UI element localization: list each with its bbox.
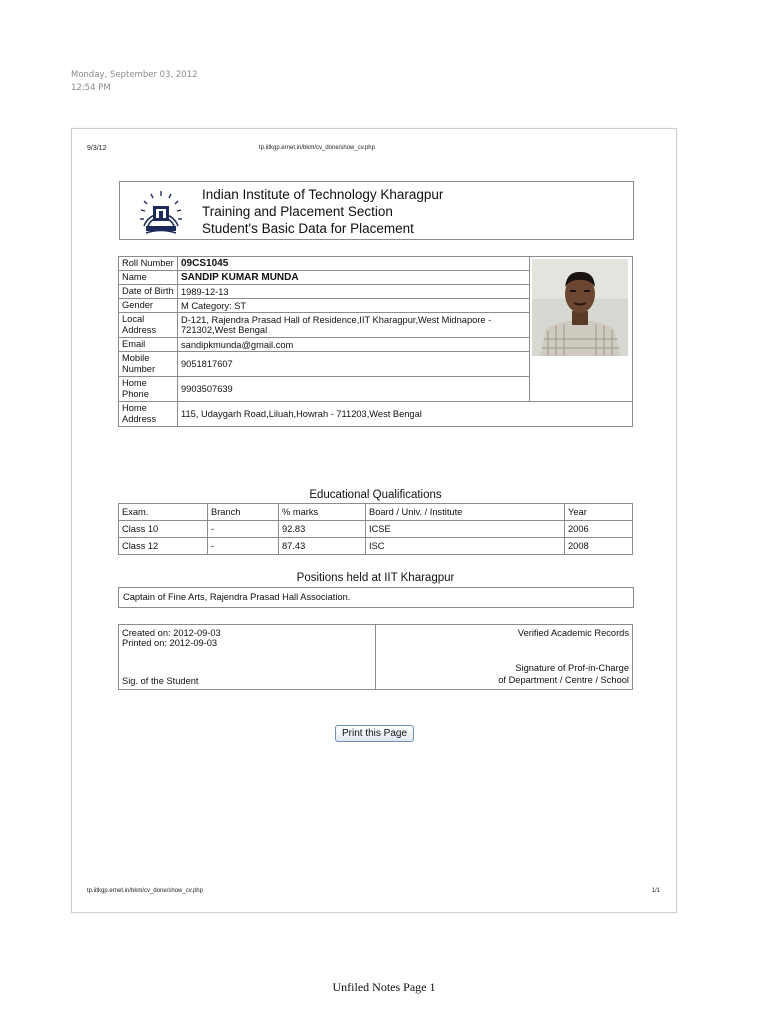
table-row: [119, 257, 633, 271]
cell-exam: Class 12: [119, 538, 208, 555]
dob-value: 1989-12-13: [178, 285, 530, 299]
section-name: Training and Placement Section: [202, 204, 393, 219]
print-page-count: 1/1: [651, 888, 660, 894]
col-marks: % marks: [279, 504, 366, 521]
mobile-label: Mobile Number: [119, 352, 178, 377]
table-row: [119, 538, 633, 555]
institute-header: [119, 181, 634, 240]
prof-signature-line1: Signature of Prof-in-Charge: [515, 663, 629, 673]
onenote-time: 12:54 PM: [71, 83, 111, 93]
cell-year: 2006: [565, 521, 633, 538]
roll-value: 09CS1045: [178, 257, 530, 271]
student-signature-label: Sig. of the Student: [122, 676, 199, 686]
student-info-table: [118, 256, 633, 427]
sig-left-cell: [119, 625, 376, 690]
institute-name: Indian Institute of Technology Kharagpur: [202, 187, 444, 202]
prof-signature-line2: of Department / Centre / School: [498, 675, 629, 685]
student-photo: [532, 259, 628, 356]
home-phone-value: 9903507639: [178, 377, 530, 402]
signature-table: [118, 624, 633, 690]
name-value: SANDIP KUMAR MUNDA: [178, 271, 530, 285]
printed-on: Printed on: 2012-09-03: [122, 638, 218, 648]
name-label: Name: [119, 271, 178, 285]
col-exam: Exam.: [119, 504, 208, 521]
cell-branch: -: [208, 538, 279, 555]
form-title: Student's Basic Data for Placement: [202, 221, 414, 236]
print-page-button[interactable]: Print this Page: [335, 725, 414, 742]
onenote-date: Monday, September 03, 2012: [71, 70, 198, 80]
cell-exam: Class 10: [119, 521, 208, 538]
col-board: Board / Univ. / Institute: [366, 504, 565, 521]
created-on: Created on: 2012-09-03: [122, 628, 221, 638]
iit-logo-icon: [136, 186, 186, 236]
education-table: [118, 503, 633, 555]
local-address-label: Local Address: [119, 313, 178, 338]
sig-right-cell: [376, 625, 633, 690]
print-date: 9/3/12: [87, 145, 107, 152]
gender-value: M Category: ST: [178, 299, 530, 313]
printed-page: [71, 128, 677, 913]
cell-marks: 87.43: [279, 538, 366, 555]
onenote-page-footer: Unfiled Notes Page 1: [332, 980, 436, 994]
cell-board: ICSE: [366, 521, 565, 538]
roll-label: Roll Number: [119, 257, 178, 271]
col-branch: Branch: [208, 504, 279, 521]
cell-year: 2008: [565, 538, 633, 555]
table-row: [119, 521, 633, 538]
onenote-timestamp: [71, 69, 198, 95]
education-title: Educational Qualifications: [309, 489, 442, 501]
verified-records: Verified Academic Records: [517, 628, 629, 638]
photo-cell: [530, 257, 633, 402]
table-row: [119, 625, 633, 690]
table-row: [119, 402, 633, 427]
positions-title: Positions held at IIT Kharagpur: [296, 572, 455, 584]
positions-text: Captain of Fine Arts, Rajendra Prasad Hall Association.: [118, 587, 634, 608]
gender-label: Gender: [119, 299, 178, 313]
mobile-value: 9051817607: [178, 352, 530, 377]
cell-marks: 92.83: [279, 521, 366, 538]
col-year: Year: [565, 504, 633, 521]
email-label: Email: [119, 338, 178, 352]
home-address-label: Home Address: [119, 402, 178, 427]
cell-branch: -: [208, 521, 279, 538]
cell-board: ISC: [366, 538, 565, 555]
local-address-value: D-121, Rajendra Prasad Hall of Residence,IIT Kharagpur,West Midnapore - 721302,West Bengal: [178, 313, 530, 338]
table-header-row: [119, 504, 633, 521]
home-phone-label: Home Phone: [119, 377, 178, 402]
print-url-bottom: tp.iitkgp.ernet.in/bkm/cv_done/show_cv.php: [87, 888, 203, 894]
print-url-top: tp.iitkgp.ernet.in/bkm/cv_done/show_cv.php: [259, 145, 375, 151]
email-value: sandipkmunda@gmail.com: [178, 338, 530, 352]
dob-label: Date of Birth: [119, 285, 178, 299]
home-address-value: 115, Udaygarh Road,Liluah,Howrah - 711203,West Bengal: [178, 402, 633, 427]
